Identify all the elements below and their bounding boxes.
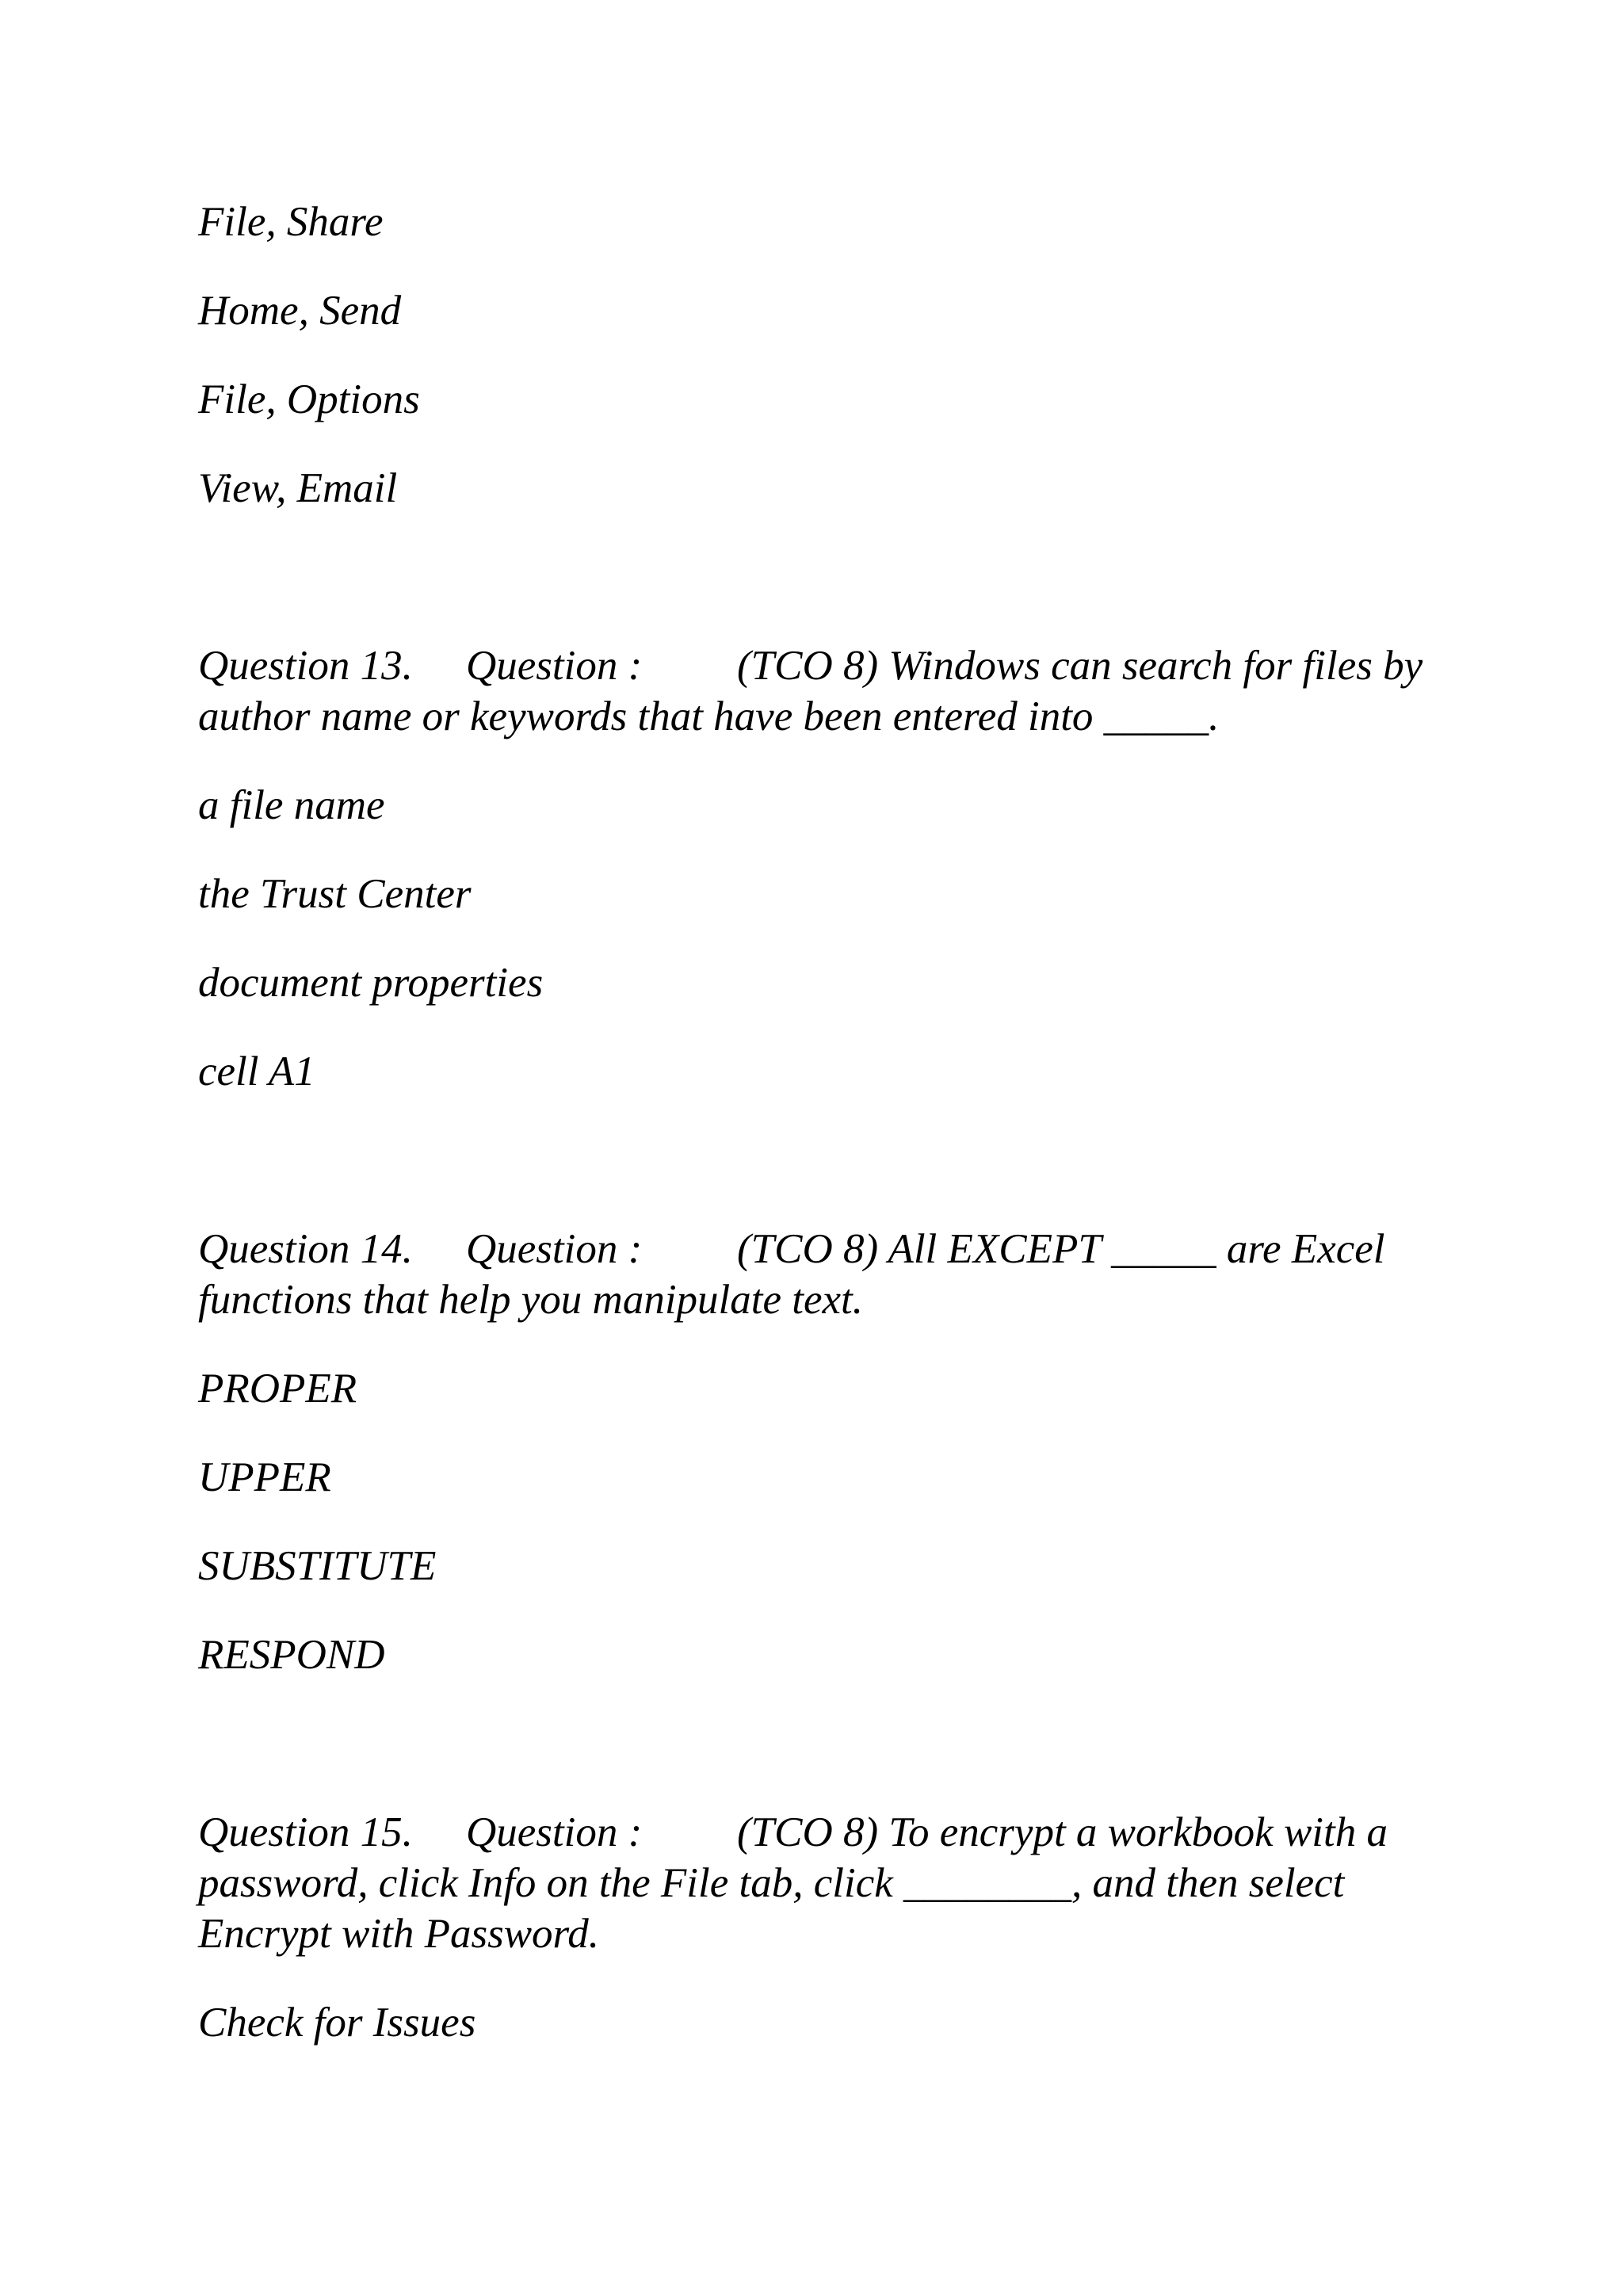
question-15-number: Question 15. (198, 1809, 413, 1855)
question-14-option-a: PROPER (198, 1366, 357, 1412)
question-13-option-c: document properties (198, 960, 544, 1006)
question-13-option-a: a file name (198, 782, 385, 828)
question-15-option-a: Check for Issues (198, 2000, 476, 2046)
prev-option-2: Home, Send (198, 288, 402, 334)
question-14-body: (TCO 8) All EXCEPT _____ are Excel functions that help you manipulate text. (198, 1226, 1385, 1323)
prev-option-4: View, Email (198, 465, 398, 511)
question-13-text (198, 640, 1434, 742)
question-13-option-d: cell A1 (198, 1049, 315, 1095)
question-14-option-c: SUBSTITUTE (198, 1543, 437, 1589)
prev-option-1: File, Share (198, 199, 384, 245)
question-13-body: (TCO 8) Windows can search for files by author name or keywords that have been entered into _____. (198, 643, 1423, 739)
question-13-number: Question 13. (198, 643, 413, 689)
prev-option-3: File, Options (198, 376, 420, 422)
question-15-body: (TCO 8) To encrypt a workbook with a password, click Info on the File tab, click ________, and then select Encrypt with Password. (198, 1809, 1388, 1957)
question-14-text (198, 1224, 1434, 1325)
question-14-number: Question 14. (198, 1226, 413, 1272)
question-14-option-b: UPPER (198, 1454, 331, 1500)
question-14-label: Question : (466, 1226, 643, 1272)
question-13-label: Question : (466, 643, 643, 689)
question-14-option-d: RESPOND (198, 1632, 385, 1678)
question-13-option-b: the Trust Center (198, 871, 472, 917)
question-15-text (198, 1807, 1434, 1959)
question-15-label: Question : (466, 1809, 643, 1855)
